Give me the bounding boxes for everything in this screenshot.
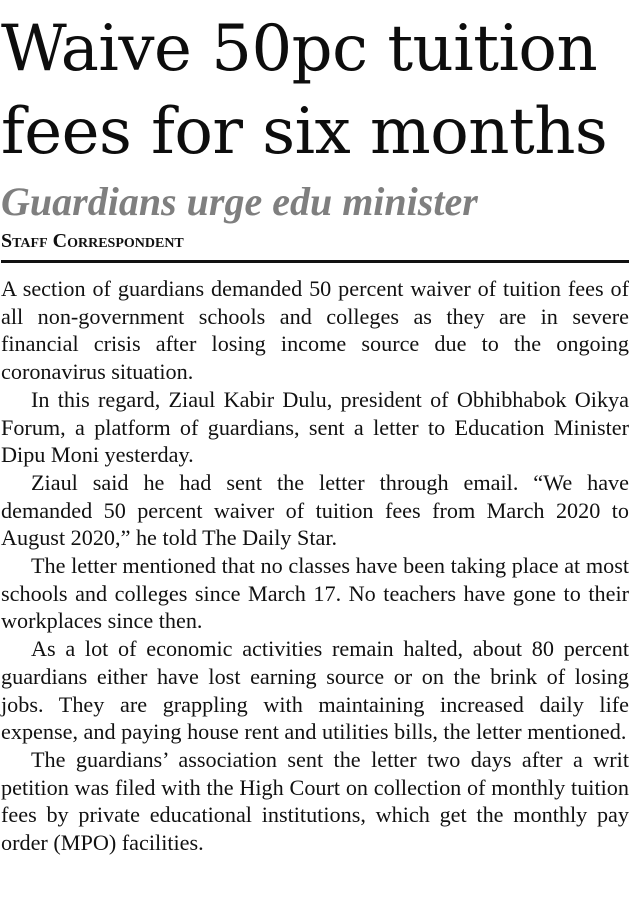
article-body xyxy=(1,275,629,857)
paragraph-5: As a lot of economic activities remain halted, about 80 percent guardians either have lost earning source or on the brink of losing jobs. They are grappling with maintaining increased daily life expense, and paying house rent and utilities bills, the letter mentioned. xyxy=(1,636,629,745)
paragraph-6: The guardians’ association sent the letter two days after a writ petition was filed with the High Court on collection of monthly tuition fees by private educational institutions, which get the monthly pay order (MPO) facilities. xyxy=(1,746,629,856)
subheadline: Guardians urge edu minister xyxy=(1,179,478,224)
headline xyxy=(1,0,629,174)
headline-line-2: fees for six months xyxy=(1,95,608,169)
paragraph-3: Ziaul said he had sent the letter through email. “We have demanded 50 percent waiver of tuition fees from March 2020 to August 2020,” he told The Daily Star. xyxy=(1,469,629,551)
paragraph-2: In this regard, Ziaul Kabir Dulu, president of Obhibhabok Oikya Forum, a platform of guardians, sent a letter to Education Minister Dipu Moni yesterday. xyxy=(1,386,629,468)
byline: Staff Correspondent xyxy=(1,230,629,263)
paragraph-1: A section of guardians demanded 50 percent waiver of tuition fees of all non-government schools and colleges as they are in severe financial crisis after losing income source due to the ongoing coronavirus situation. xyxy=(1,276,629,385)
paragraph-4: The letter mentioned that no classes have been taking place at most schools and colleges since March 17. No teachers have gone to their workplaces since then. xyxy=(1,553,629,634)
headline-line-1: Waive 50pc tuition xyxy=(1,12,598,86)
